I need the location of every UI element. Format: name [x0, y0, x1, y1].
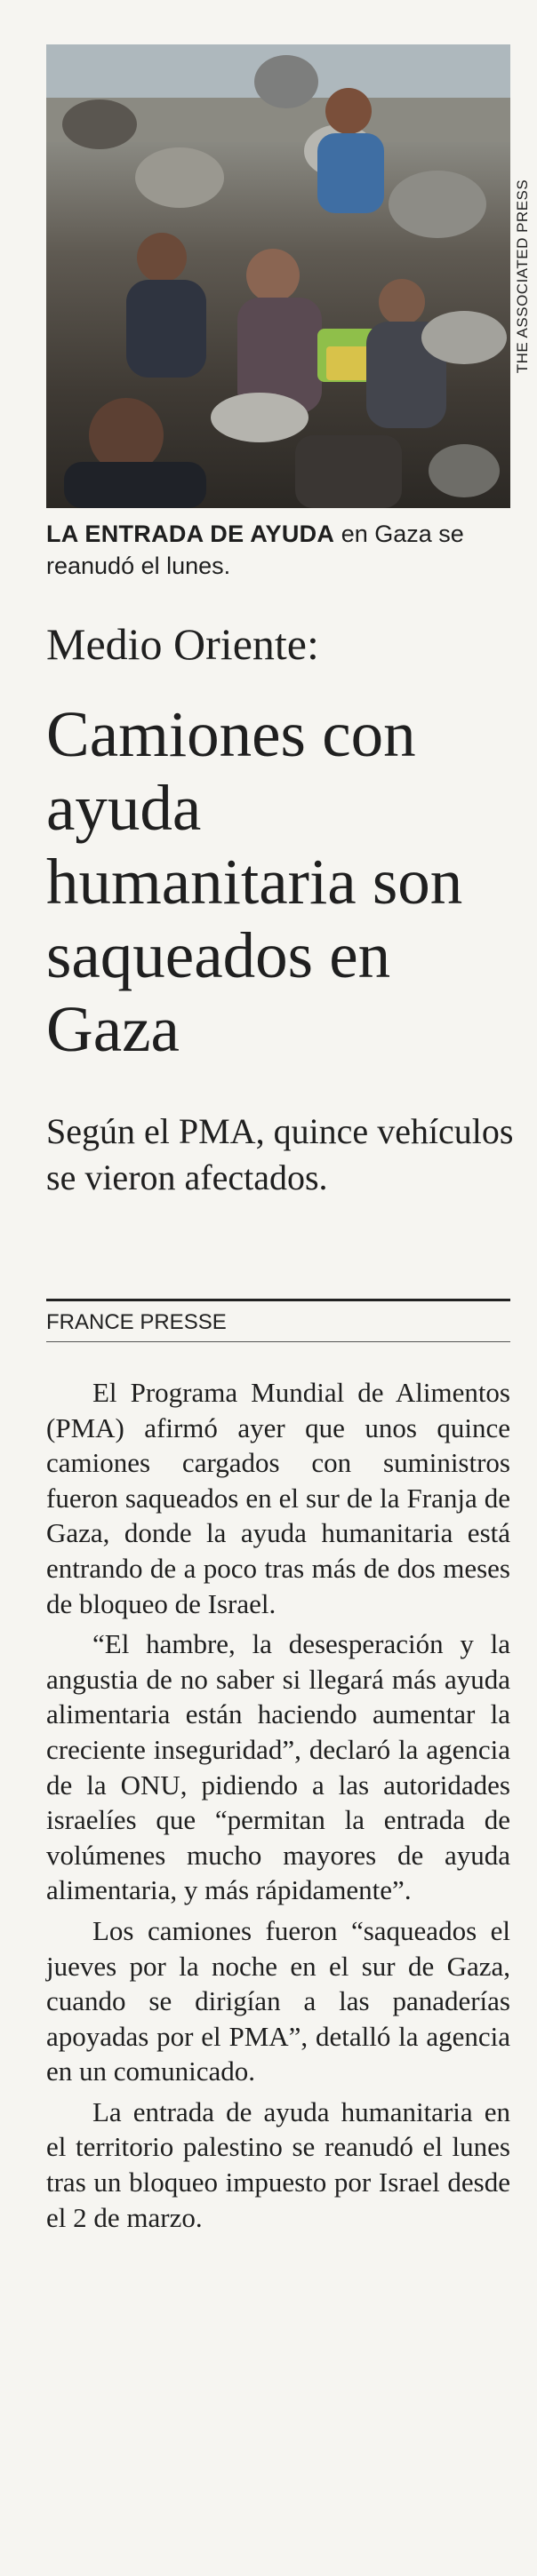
caption-text: en Gaza se reanudó el lunes.	[46, 521, 464, 579]
byline-top-rule	[46, 1299, 510, 1301]
news-photo	[46, 44, 510, 508]
body-paragraph: Los camiones fueron “saqueados el jueves por la noche en el sur de Gaza, cuando se dirigían a las panaderías apoyadas por el PMA”, detalló la agencia en un comunicado.	[46, 1914, 510, 2087]
article-body	[46, 1375, 510, 2240]
body-paragraph: “El hambre, la desesperación y la angustia de no saber si llegará más ayuda alimentaria están haciendo aumentar la creciente inseguridad”, declaró la agencia de la ONU, pidiendo a las autoridades israelíes que “permitan la entrada de volúmenes mucho mayores de ayuda alimentaria, y más rápidamente”.	[46, 1628, 510, 1906]
photo-caption	[46, 518, 510, 582]
caption-lead: LA ENTRADA DE AYUDA	[46, 521, 335, 547]
section-kicker: Medio Oriente:	[46, 619, 319, 669]
photo-credit	[510, 44, 535, 508]
body-paragraph: El Programa Mundial de Alimentos (PMA) afirmó ayer que unos quince camiones cargados con suministros fueron saqueados en el sur de la Franja de Gaza, donde la ayuda humanitaria está entrando de a poco tras más de dos meses de bloqueo de Israel.	[46, 1377, 510, 1619]
subheadline: Según el PMA, quince vehículos se vieron afectados.	[46, 1111, 514, 1197]
headline: Camiones con ayuda humanitaria son saqueados en Gaza	[46, 698, 463, 1065]
photo-credit-text: THE ASSOCIATED PRESS	[514, 179, 531, 374]
body-paragraph: La entrada de ayuda humanitaria en el territorio palestino se reanudó el lunes tras un bloqueo impuesto por Israel desde el 2 de marzo.	[46, 2095, 510, 2233]
byline: FRANCE PRESSE	[46, 1310, 227, 1334]
byline-bottom-rule	[46, 1341, 510, 1342]
crowd-with-pots-illustration	[46, 44, 510, 508]
